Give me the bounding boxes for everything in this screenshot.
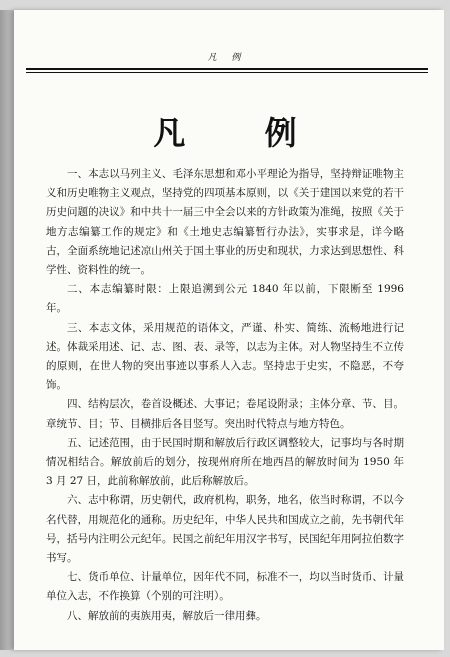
paragraph-1: 一、本志以马列主义、毛泽东思想和邓小平理论为指导，坚持辩证唯物主义和历史唯物主义观点，坚持党的四项基本原则，以《关于建国以来党的若干历史问题的决议》和中共十一届三中全会以来的方针政策为准绳，按照《关于地方志编纂工作的规定》和《土地史志编纂暂行办法》，实事求是，详今略古，全面系统地记述凉山州关于国土事业的历史和现状，力求达到思想性、科学性、资料性的统一。 xyxy=(46,168,404,277)
paragraph-8: 八、解放前的夷族用夷，解放后一律用彝。 xyxy=(67,609,267,622)
paragraph-4: 四、结构层次，卷首设概述、大事记；卷尾设附录；主体分章、节、目。章统节、目；节、目横排后各目竖写。突出时代特点与地方特色。 xyxy=(46,398,404,430)
running-head: 凡 例 xyxy=(207,53,247,63)
paragraph-7: 七、货币单位、计量单位，因年代不同，标准不一，均以当时货币、计量单位入志，不作换算（个别的可注明）。 xyxy=(46,571,404,603)
paragraph-3: 三、本志文体，采用规范的语体文，严谨、朴实、简练、流畅地进行记述。体裁采用述、记、志、图、表、录等，以志为主体。对人物坚持生不立传的原则，在世人物的突出事迹以事系人入志。坚持忠于史实，不隐恶，不夸饰。 xyxy=(46,321,404,392)
body-text xyxy=(46,165,404,626)
header-rule-thick xyxy=(26,68,428,70)
book-spine-shadow xyxy=(0,10,14,650)
paragraph-5: 五、记述范围，由于民国时期和解放后行政区调整较大，记事均与各时期情况相结合。解放前后的划分，按现州府所在地西昌的解放时间为 1950 年 3 月 27 日，此前称解放前，此后称解放后。 xyxy=(46,436,404,488)
header-rule-thin xyxy=(26,72,428,73)
page-title: 凡 例 xyxy=(153,114,331,152)
paragraph-6: 六、志中称谓，历史朝代，政府机构，职务，地名，依当时称谓，不以今名代替，用规范化的通称。历史纪年，中华人民共和国成立之前，先书朝代年号，括号内注明公元纪年。民国之前纪年用汉字书写，民国纪年用阿拉伯数字书写。 xyxy=(46,494,404,565)
paragraph-2: 二、本志编纂时限：上限追溯到公元 1840 年以前，下限断至 1996 年。 xyxy=(46,283,404,315)
